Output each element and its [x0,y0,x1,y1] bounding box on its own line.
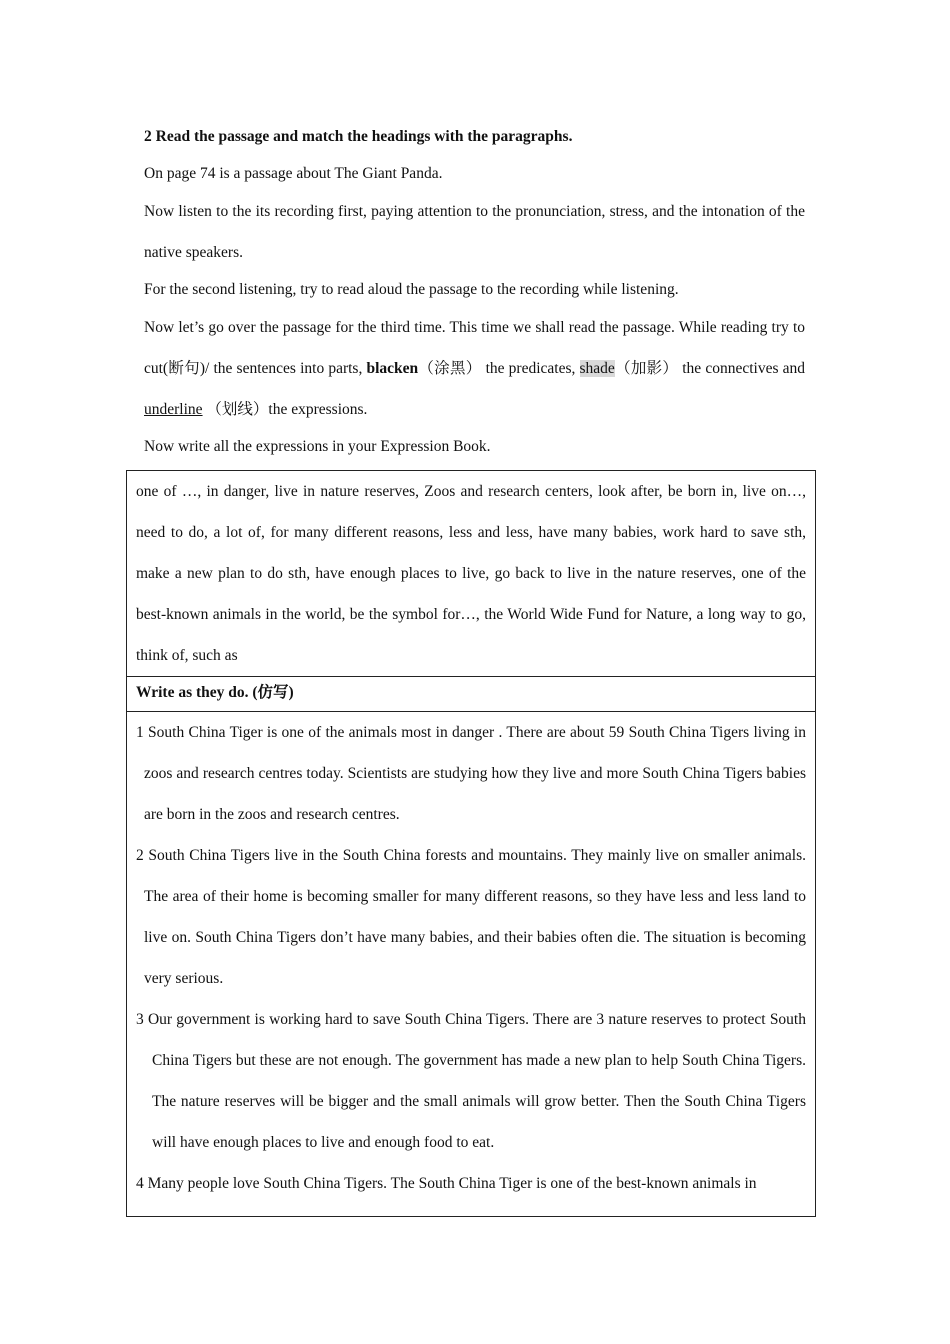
underline-word: underline [144,401,203,418]
instruction-line-expression-book: Now write all the expressions in your Expression Book. [144,438,491,455]
instruction-line-page: On page 74 is a passage about The Giant Panda. [144,165,443,182]
reading-text-2: （涂黑） the predicates, [418,360,580,377]
expressions-cell: one of …, in danger, live in nature reserves, Zoos and research centers, look after, be born in, live on…, need to do, a lot of, for many different reasons, less and less, have many babies, work hard to save sth, make a new plan to do sth, have enough places to live, go back to live in the nature reserves, one of the best-known animals in the world, be the symbol for…, the World Wide Fund for Nature, a long way to go, think of, such as [127,471,816,677]
paragraph-3: 3 Our government is working hard to save South China Tigers. There are 3 nature reserves to protect South China Tigers but these are not enough. The government has made a new plan to help South China Tigers. The nature reserves will be bigger and the small animals will grow better. Then the South China Tigers will have enough places to live and enough food to eat. [136,1011,806,1151]
paragraphs-container [136,712,806,1216]
instruction-line-reading [144,307,805,430]
paragraph-2: 2 South China Tigers live in the South China forests and mountains. They mainly live on smaller animals. The area of their home is becoming smaller for many different reasons, so they have less and less land to live on. South China Tigers don’t have many babies, and their babies often die. The situation is becoming very serious. [136,847,806,987]
instruction-line-second-listening: For the second listening, try to read aloud the passage to the recording while listening. [144,281,679,298]
write-heading-cell: Write as they do. (仿写) [127,677,816,712]
reading-text-1: Now let’s go over the passage for the third time. This time we shall read the passage. While reading try to cut(断句)/ the sentences into parts, [144,319,805,377]
blacken-word: blacken [366,360,419,377]
section-heading: 2 Read the passage and match the headings with the paragraphs. [144,128,573,145]
instruction-line-listen: Now listen to the its recording first, paying attention to the pronunciation, stress, and the intonation of the native speakers. [144,203,805,261]
paragraph-4: 4 Many people love South China Tigers. The South China Tiger is one of the best-known animals in [136,1175,757,1192]
instructions-section [144,126,805,473]
shade-word: shade [579,360,615,377]
expressions-table [126,470,816,1217]
reading-text-4: （划线）the expressions. [202,401,368,418]
paragraph-1: 1 South China Tiger is one of the animals most in danger . There are about 59 South China Tigers living in zoos and research centres today. Scientists are studying how they live and more South China Tigers babies are born in the zoos and research centres. [136,724,806,823]
paragraphs-cell [127,712,816,1217]
reading-text-3: （加影） the connectives and [614,360,806,377]
